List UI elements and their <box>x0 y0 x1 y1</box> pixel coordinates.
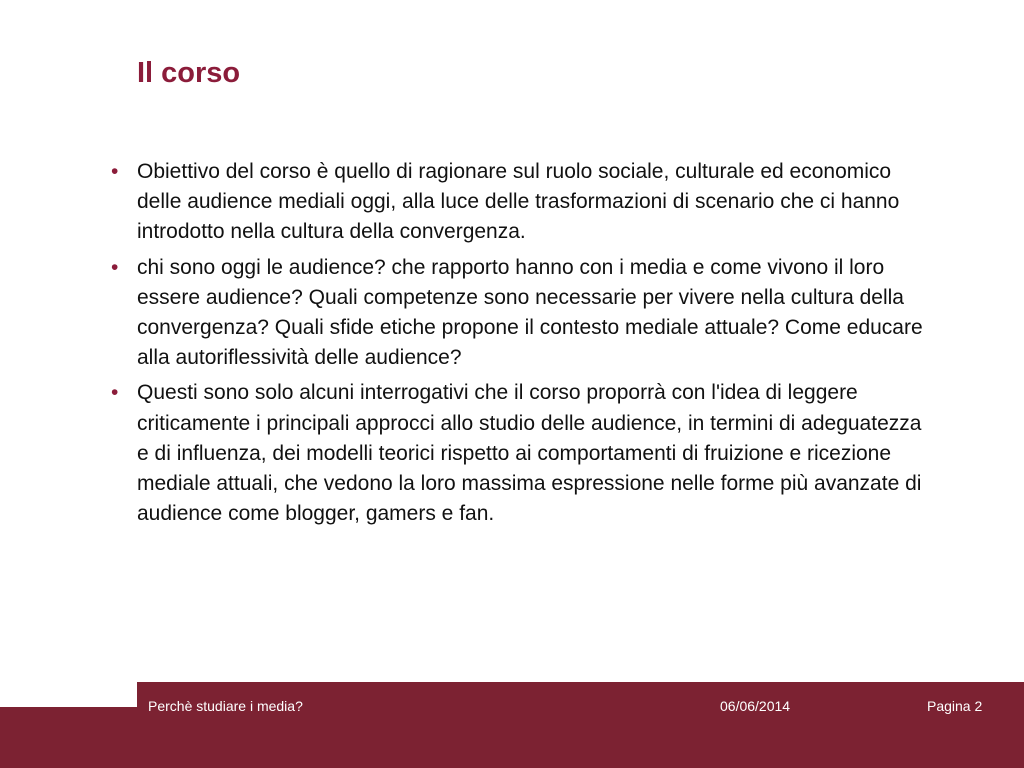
bullet-item <box>111 253 937 374</box>
bullet-item <box>111 157 937 248</box>
bullet-marker: • <box>111 381 119 405</box>
footer-presentation-title: Perchè studiare i media? <box>148 698 303 714</box>
bullet-text: Questi sono solo alcuni interrogativi che il corso proporrà con l'idea di leggere criticamente i principali approcci allo studio delle audience, in termini di adeguatezza e di influenza, dei modelli teorici rispetto ai comportamenti di fruizione e ricezione mediale attuali, che vedono la loro massima espressione nelle forme più avanzate di audience come blogger, gamers e fan. <box>137 381 922 526</box>
footer-date: 06/06/2014 <box>720 698 791 714</box>
bullet-list <box>111 157 937 534</box>
footer-page-number: Pagina 2 <box>927 698 983 714</box>
bullet-marker: • <box>111 160 119 183</box>
bullet-item <box>111 378 937 529</box>
footer-tab <box>137 682 1024 768</box>
slide-title: Il corso <box>137 57 241 89</box>
bullet-text: Obiettivo del corso è quello di ragionare sul ruolo sociale, culturale ed economico delle audience mediali oggi, alla luce delle trasformazioni di scenario che ci hanno introdotto nella cultura della convergenza. <box>137 160 900 244</box>
bullet-marker: • <box>111 255 119 279</box>
bullet-text: chi sono oggi le audience? che rapporto hanno con i media e come vivono il loro essere audience? Quali competenze sono necessarie per vivere nella cultura della convergenza? Quali sfide etiche propone il contesto mediale attuale? Come educare alla autoriflessività delle audience? <box>137 255 923 370</box>
